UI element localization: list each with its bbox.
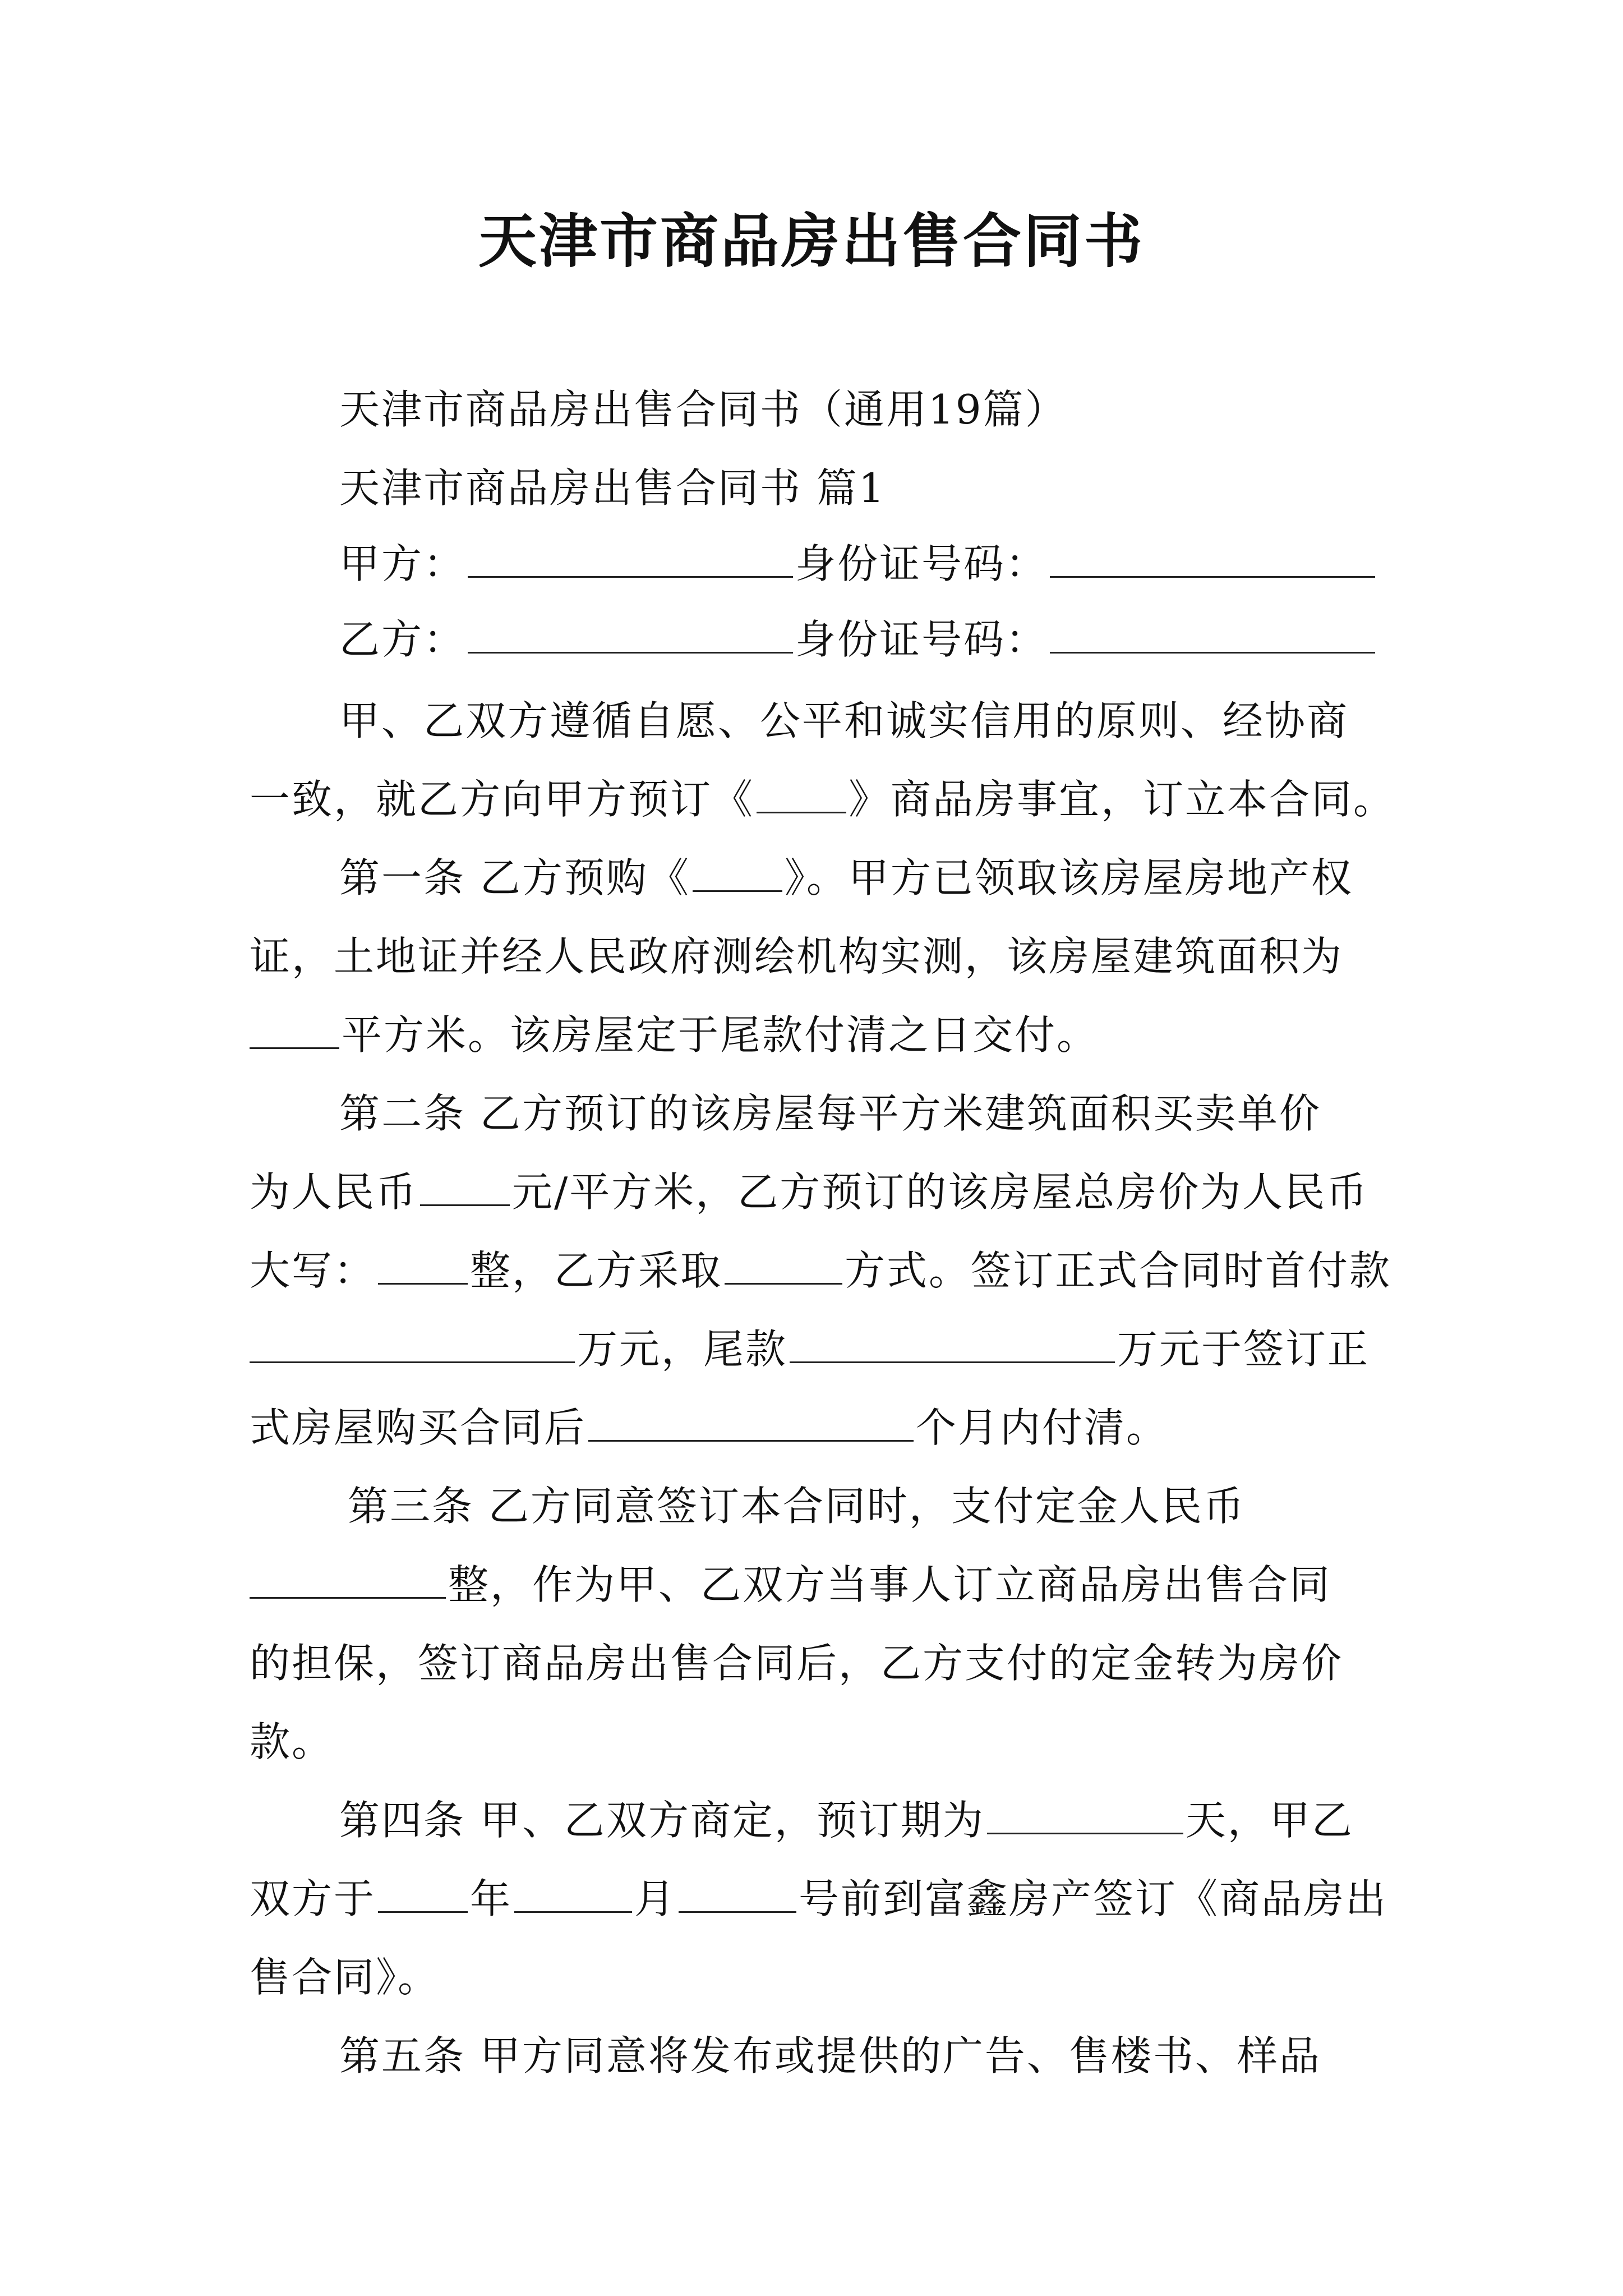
- party-b-label: 乙方：: [339, 616, 466, 663]
- article-text: 整，作为甲、乙双方当事人订立商品房出售合同: [448, 1561, 1332, 1608]
- party-b-blank: [468, 617, 793, 654]
- area-blank: [250, 1013, 339, 1049]
- final-payment-blank: [790, 1327, 1115, 1363]
- article-4-line-3: 售合同》。: [250, 1954, 440, 2001]
- article-text: 年: [470, 1875, 513, 1922]
- article-text: 号前到富鑫房产签订《商品房出: [799, 1875, 1388, 1922]
- article-2-line-1: 第二条 乙方预订的该房屋每平方米建筑面积买卖单价: [339, 1090, 1321, 1137]
- article-text: 万元于签订正: [1117, 1326, 1370, 1373]
- section-heading: 天津市商品房出售合同书 篇1: [339, 464, 886, 512]
- article-1-line-2: 证，土地证并经人民政府测绘机构实测，该房屋建筑面积为: [250, 933, 1344, 980]
- article-2-line-4: [250, 1321, 1394, 1377]
- party-a-label: 甲方：: [339, 540, 466, 587]
- payment-method-blank: [725, 1248, 842, 1285]
- days-blank: [987, 1798, 1183, 1834]
- article-text: 万元，尾款: [577, 1326, 788, 1373]
- day-blank: [679, 1876, 796, 1913]
- year-blank: [378, 1876, 468, 1913]
- month-blank: [514, 1876, 632, 1913]
- document-subtitle: 天津市商品房出售合同书（通用19篇）: [339, 386, 1067, 433]
- article-5-line-1: 第五条 甲方同意将发布或提供的广告、售楼书、样品: [339, 2032, 1321, 2079]
- article-2-line-2: [250, 1164, 1394, 1220]
- article-3-line-4: 款。: [250, 1718, 334, 1765]
- months-blank: [588, 1405, 914, 1442]
- party-a-blank: [468, 541, 793, 578]
- article-2-line-5: [250, 1400, 1394, 1456]
- article-text: 元/平方米，乙方预订的该房屋总房价为人民币: [512, 1168, 1369, 1216]
- total-price-blank: [378, 1248, 468, 1285]
- intro-line-2: [250, 771, 1394, 827]
- article-text: 大写：: [250, 1247, 376, 1294]
- article-4-line-2: [250, 1871, 1394, 1927]
- article-3-line-1: 第三条 乙方同意签订本合同时，支付定金人民币: [348, 1483, 1246, 1530]
- id-number-label: 身份证号码：: [795, 540, 1048, 587]
- article-3-line-3: 的担保，签订商品房出售合同后，乙方支付的定金转为房价: [250, 1640, 1344, 1687]
- house-blank: [693, 855, 782, 892]
- article-text: 双方于: [250, 1875, 376, 1922]
- party-a-id-blank: [1050, 541, 1375, 578]
- article-text: 平方米。该房屋定于尾款付清之日交付。: [342, 1011, 1099, 1059]
- intro-text: 》商品房事宜，订立本合同。: [849, 776, 1396, 823]
- article-text: 月: [634, 1875, 677, 1922]
- article-text: 式房屋购买合同后: [250, 1404, 587, 1451]
- id-number-label: 身份证号码：: [795, 616, 1048, 663]
- unit-price-blank: [420, 1170, 510, 1206]
- article-4-line-1: [339, 1792, 1483, 1848]
- party-b-id-blank: [1050, 617, 1375, 654]
- article-text: 个月内付清。: [916, 1404, 1169, 1451]
- article-text: 》。甲方已领取该房屋房地产权: [784, 854, 1353, 901]
- document-title: 天津市商品房出售合同书: [478, 206, 1145, 275]
- project-name-blank: [757, 777, 846, 813]
- article-3-line-2: [250, 1557, 1394, 1613]
- article-text: 天，甲乙: [1185, 1797, 1354, 1844]
- article-text: 第一条 乙方预购《: [339, 854, 690, 901]
- article-1-line-1: [339, 850, 1483, 906]
- party-b-line: [339, 611, 1483, 668]
- article-1-line-3: [250, 1007, 1394, 1063]
- party-a-line: [339, 536, 1483, 592]
- article-text: 方式。签订正式合同时首付款: [845, 1247, 1392, 1294]
- deposit-blank: [250, 1562, 446, 1599]
- article-2-line-3: [250, 1243, 1394, 1299]
- down-payment-blank: [250, 1327, 575, 1363]
- intro-text: 一致，就乙方向甲方预订《: [250, 776, 755, 823]
- article-text: 整，乙方采取: [470, 1247, 723, 1294]
- article-text: 第四条 甲、乙双方商定，预订期为: [339, 1797, 985, 1844]
- article-text: 为人民币: [250, 1168, 418, 1216]
- intro-line-1: 甲、乙双方遵循自愿、公平和诚实信用的原则、经协商: [339, 697, 1349, 744]
